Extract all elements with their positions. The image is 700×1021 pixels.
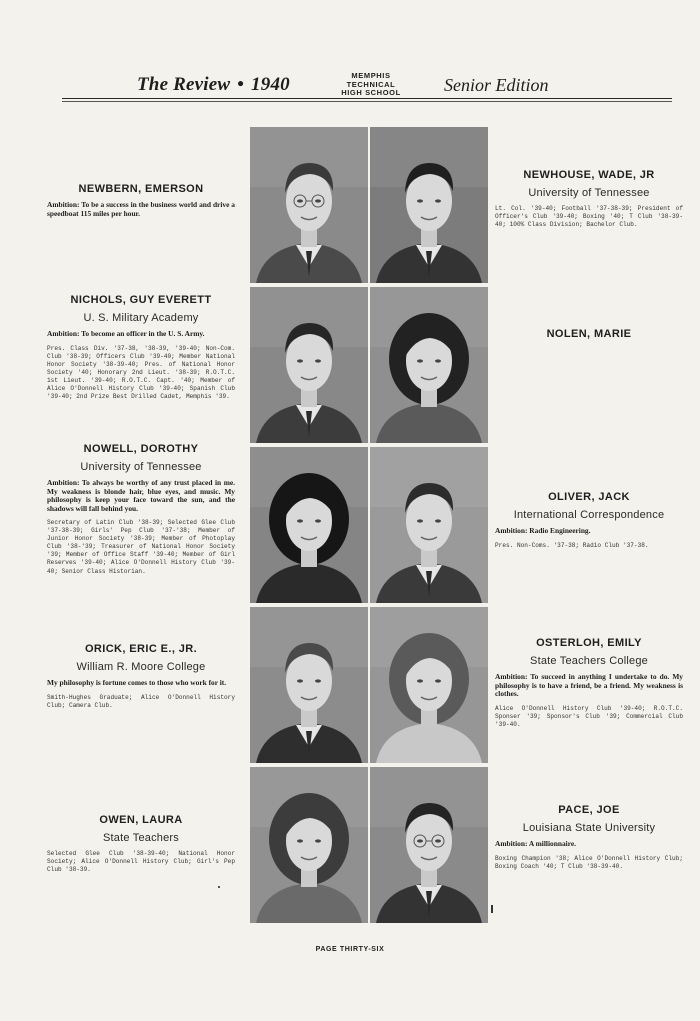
- page-number: PAGE THIRTY-SIX: [315, 946, 385, 953]
- school-line: TECHNICAL: [346, 79, 396, 89]
- portrait-nowell: [250, 447, 368, 603]
- senior-activities: Secretary of Latin Club '38-39; Selected Glee Club '37-38-39; Girls' Pep Club '37-'38; Member of Junior Honor Society '38-39; Member of Photoplay Club '38-'39; Treasurer of National Honor Society '39; Member of Office Staff '39-40; Member of Girl Reserves '39-40; Alice O'Donnell History Club '39-40; Senior Class Historian.: [47, 519, 235, 575]
- senior-ambition: Ambition: To always be worthy of any trust placed in me. My weakness is blonde hair, blue eyes, and music. My philosophy is keep your face toward the sun, and the shadows will fall behind you.: [47, 478, 235, 513]
- print-mark: [491, 905, 493, 913]
- senior-activities: Smith-Hughes Graduate; Alice O'Donnell History Club; Camera Club.: [47, 693, 235, 709]
- portrait-nolen-image: [370, 287, 488, 443]
- senior-activities: Lt. Col. '39-40; Football '37-38-39; President of Officer's Club '39-40; Boxing '40; T Club '38-39-40; 100% Class Division; Bachelor Club.: [495, 205, 683, 229]
- portrait-osterloh: [370, 607, 488, 763]
- senior-activities: Alice O'Donnell History Club '39-40; R.O.T.C. Sponser '39; Sponsor's Club '39; Commercial Club '39-40.: [495, 704, 683, 728]
- senior-activities: Boxing Champion '38; Alice O'Donnell History Club; Boxing Coach '40; T Club '38-39-40.: [495, 854, 683, 870]
- senior-name: NICHOLS, GUY EVERETT: [70, 294, 212, 306]
- senior-ambition: Ambition: Radio Engineering.: [495, 526, 591, 535]
- print-speck: [218, 886, 220, 888]
- title-separator: •: [237, 74, 245, 95]
- senior-school: University of Tennessee: [528, 187, 650, 199]
- senior-ambition: Ambition: To become an officer in the U. S. Army.: [47, 329, 205, 338]
- senior-activities: Pres. Class Div. '37-38, '38-39, '39-40; Non-Com. Club '38-39; Officers Club '39-40; Member National Honor Society '38-39-40; Pres. of National Honor Society '40; Honorary 2nd Lieut. '38-39; R.O.T.C. 1st Lieut. '39-40; R.O.T.C. Capt. '40; Member of Alice O'Donnell History Club '39-40; Spanish Club '39-40; 2nd Prize Best Drilled Cadet, Memphis '39.: [47, 344, 235, 401]
- senior-school: Louisiana State University: [522, 822, 656, 834]
- senior-school: International Correspondence: [513, 509, 665, 521]
- senior-school: University of Tennessee: [80, 461, 202, 473]
- publication-title: [137, 74, 290, 96]
- senior-name: ORICK, ERIC E., JR.: [84, 643, 198, 655]
- portrait-owen-image: [250, 767, 368, 923]
- senior-entry: [47, 643, 235, 710]
- portrait-newbern-image: [250, 127, 368, 283]
- senior-entry: [47, 814, 235, 874]
- senior-entry: [495, 637, 683, 729]
- portrait-nichols-image: [250, 287, 368, 443]
- senior-activities: Pres. Non-Coms. '37-38; Radio Club '37-38.: [495, 541, 649, 549]
- edition-title: Senior Edition: [444, 75, 549, 95]
- senior-entry: [495, 328, 683, 340]
- senior-entry: [47, 183, 235, 218]
- header-rule: [62, 98, 672, 102]
- school-name: [332, 72, 410, 98]
- senior-school: State Teachers College: [530, 655, 648, 667]
- senior-name: NOWELL, DOROTHY: [83, 443, 199, 455]
- senior-ambition: My philosophy is fortune comes to those who work for it.: [47, 678, 227, 687]
- senior-name: NEWHOUSE, WADE, JR: [523, 169, 655, 181]
- senior-entry: [47, 443, 235, 576]
- senior-entry: [47, 294, 235, 401]
- senior-name: NEWBERN, EMERSON: [78, 183, 204, 195]
- portrait-oliver: [370, 447, 488, 603]
- senior-name: OLIVER, JACK: [548, 491, 630, 503]
- publication-year: 1940: [251, 74, 290, 95]
- portrait-nolen: [370, 287, 488, 443]
- senior-ambition: Ambition: To be a success in the business world and drive a speedboat 115 miles per hour.: [47, 200, 235, 218]
- portrait-newhouse: [370, 127, 488, 283]
- portrait-nowell-image: [250, 447, 368, 603]
- portrait-pace-image: [370, 767, 488, 923]
- senior-ambition: Ambition: To succeed in anything I undertake to do. My philosophy is to have a friend, be a friend. My weakness is clothes.: [495, 672, 683, 698]
- portrait-pace: [370, 767, 488, 923]
- senior-activities: Selected Glee Club '38-39-40; National Honor Society; Alice O'Donnell History Club; Girl's Pep Club '38-39.: [47, 850, 235, 874]
- portrait-orick-image: [250, 607, 368, 763]
- masthead: [62, 70, 672, 104]
- portrait-osterloh-image: [370, 607, 488, 763]
- senior-school: U. S. Military Academy: [83, 312, 199, 324]
- senior-entry: [495, 804, 683, 871]
- portrait-oliver-image: [370, 447, 488, 603]
- senior-name: PACE, JOE: [558, 804, 620, 816]
- portrait-nichols: [250, 287, 368, 443]
- school-line: HIGH SCHOOL: [341, 88, 401, 97]
- portrait-orick: [250, 607, 368, 763]
- senior-entry: [495, 491, 683, 550]
- portrait-owen: [250, 767, 368, 923]
- senior-ambition: Ambition: A millionnaire.: [495, 839, 576, 848]
- senior-school: William R. Moore College: [76, 661, 206, 673]
- school-line: MEMPHIS: [351, 71, 391, 80]
- senior-name: NOLEN, MARIE: [546, 328, 632, 340]
- senior-entry: [495, 169, 683, 229]
- portrait-newbern: [250, 127, 368, 283]
- senior-school: State Teachers: [103, 832, 179, 844]
- publication-name: The Review: [137, 74, 231, 95]
- portrait-newhouse-image: [370, 127, 488, 283]
- senior-name: OSTERLOH, EMILY: [536, 637, 642, 649]
- senior-name: OWEN, LAURA: [99, 814, 183, 826]
